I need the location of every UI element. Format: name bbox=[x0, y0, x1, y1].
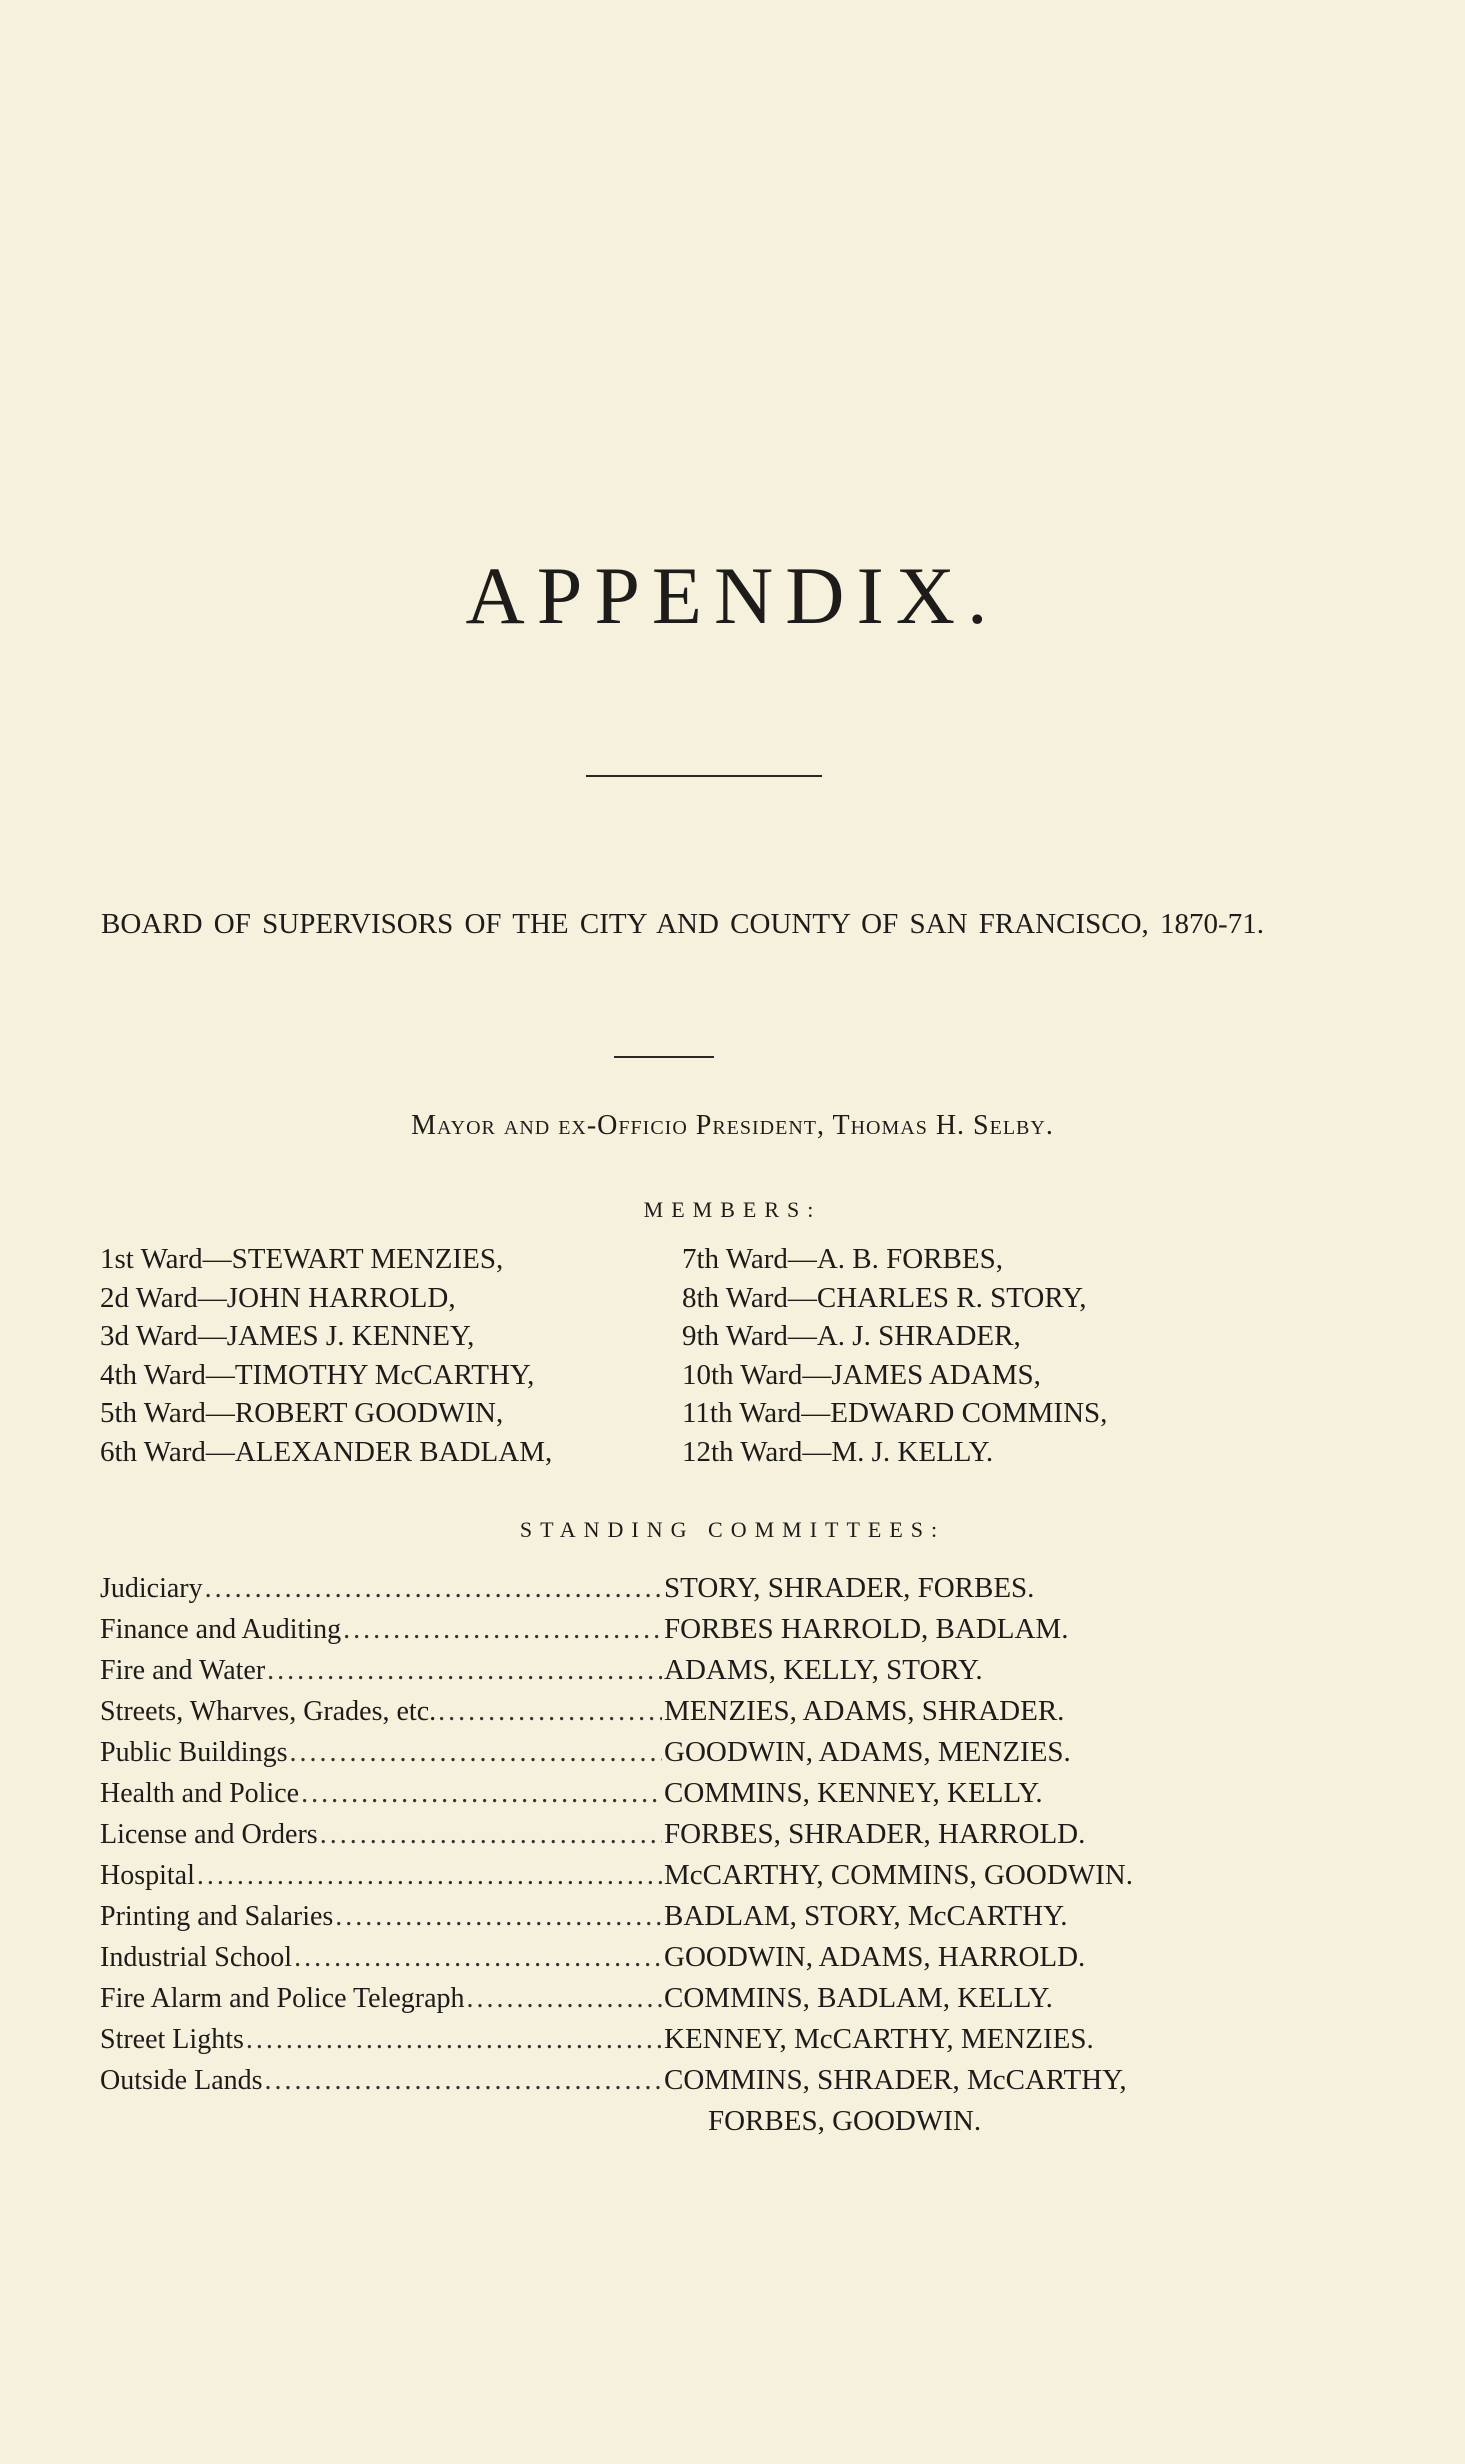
leader-dots bbox=[289, 1733, 662, 1773]
heading-rule bbox=[614, 1056, 714, 1058]
member-row bbox=[100, 1433, 1240, 1472]
committee-members: FORBES, SHRADER, HARROLD. bbox=[664, 1818, 1086, 1850]
leader-dots bbox=[197, 1856, 662, 1896]
leader-dots bbox=[320, 1815, 662, 1855]
committee-name: Health and Police bbox=[100, 1778, 300, 1809]
committee-name: Finance and Auditing bbox=[100, 1614, 342, 1645]
board-heading: BOARD OF SUPERVISORS OF THE CITY AND COUNTY OF SAN FRANCISCO, 1870-71. bbox=[101, 908, 1264, 940]
leader-dots bbox=[301, 1774, 662, 1814]
leader-dots bbox=[267, 1651, 662, 1691]
leader-dots bbox=[246, 2020, 662, 2060]
committee-members: BADLAM, STORY, McCARTHY. bbox=[664, 1900, 1068, 1932]
committee-members: COMMINS, KENNEY, KELLY. bbox=[664, 1777, 1043, 1809]
committee-list bbox=[100, 1568, 1260, 2141]
leader-dots bbox=[343, 1610, 662, 1650]
leader-dots bbox=[265, 2061, 662, 2101]
leader-dots bbox=[335, 1897, 662, 1937]
member-right: 8th Ward—CHARLES R. STORY, bbox=[682, 1281, 1087, 1314]
committee-name: Fire Alarm and Police Telegraph bbox=[100, 1983, 465, 2014]
member-left: 5th Ward—ROBERT GOODWIN, bbox=[100, 1397, 504, 1429]
member-right: 7th Ward—A. B. FORBES, bbox=[682, 1243, 1003, 1275]
committee-members: GOODWIN, ADAMS, HARROLD. bbox=[664, 1941, 1086, 1973]
leader-dots bbox=[205, 1569, 662, 1609]
member-right: 12th Ward—M. J. KELLY. bbox=[682, 1435, 994, 1468]
committee-name: Streets, Wharves, Grades, etc. bbox=[100, 1696, 437, 1727]
member-left: 2d Ward—JOHN HARROLD, bbox=[100, 1281, 456, 1314]
members-list bbox=[100, 1240, 1240, 1471]
committee-name: Industrial School bbox=[100, 1942, 293, 1973]
member-left: 6th Ward—ALEXANDER BADLAM, bbox=[100, 1435, 553, 1468]
committee-row bbox=[100, 2019, 1260, 2060]
committee-members: ADAMS, KELLY, STORY. bbox=[664, 1654, 983, 1686]
member-row bbox=[100, 1279, 1240, 1318]
committee-row bbox=[100, 1732, 1260, 1773]
committee-row bbox=[100, 1773, 1260, 1814]
committee-members: GOODWIN, ADAMS, MENZIES. bbox=[664, 1736, 1071, 1768]
committee-row bbox=[100, 1650, 1260, 1691]
member-right: 11th Ward—EDWARD COMMINS, bbox=[682, 1397, 1108, 1429]
member-row bbox=[100, 1394, 1240, 1433]
member-left: 1st Ward—STEWART MENZIES, bbox=[100, 1243, 504, 1275]
leader-dots bbox=[294, 1938, 662, 1978]
committee-row bbox=[100, 1691, 1260, 1732]
committee-row bbox=[100, 1855, 1260, 1896]
committee-row bbox=[100, 1896, 1260, 1937]
committee-row bbox=[100, 1978, 1260, 2019]
member-right: 9th Ward—A. J. SHRADER, bbox=[682, 1320, 1021, 1352]
committee-name: Fire and Water bbox=[100, 1655, 266, 1686]
committee-name: License and Orders bbox=[100, 1819, 318, 1850]
title-rule bbox=[586, 775, 822, 777]
committee-name: Street Lights bbox=[100, 2024, 244, 2055]
committee-members: McCARTHY, COMMINS, GOODWIN. bbox=[664, 1859, 1133, 1891]
member-row bbox=[100, 1240, 1240, 1279]
member-left: 3d Ward—JAMES J. KENNEY, bbox=[100, 1320, 475, 1352]
committee-members: COMMINS, SHRADER, McCARTHY, bbox=[664, 2064, 1127, 2096]
committee-name: Judiciary bbox=[100, 1573, 203, 1604]
page-title: APPENDIX. bbox=[465, 550, 1000, 641]
committees-label: STANDING COMMITTEES: bbox=[519, 1517, 946, 1542]
member-left: 4th Ward—TIMOTHY McCARTHY, bbox=[100, 1358, 535, 1391]
leader-dots bbox=[438, 1692, 662, 1732]
committee-row bbox=[100, 1609, 1260, 1650]
committee-members: STORY, SHRADER, FORBES. bbox=[664, 1572, 1035, 1604]
member-row bbox=[100, 1356, 1240, 1395]
member-row bbox=[100, 1317, 1240, 1356]
member-right: 10th Ward—JAMES ADAMS, bbox=[682, 1358, 1041, 1391]
committee-name: Hospital bbox=[100, 1860, 195, 1891]
committee-row bbox=[100, 1568, 1260, 1609]
committee-members: COMMINS, BADLAM, KELLY. bbox=[664, 1982, 1053, 2014]
committee-row bbox=[100, 1814, 1260, 1855]
committee-name: Outside Lands bbox=[100, 2065, 263, 2096]
members-label: MEMBERS: bbox=[643, 1197, 822, 1222]
committee-row bbox=[100, 2060, 1260, 2101]
committee-members: KENNEY, McCARTHY, MENZIES. bbox=[664, 2023, 1094, 2055]
committee-members: MENZIES, ADAMS, SHRADER. bbox=[664, 1695, 1065, 1727]
committee-row bbox=[100, 1937, 1260, 1978]
mayor-line: Mayor and ex-Officio President, Thomas H. Selby. bbox=[411, 1110, 1054, 1141]
committee-name: Public Buildings bbox=[100, 1737, 288, 1768]
leader-dots bbox=[467, 1979, 662, 2019]
committee-members-continuation: FORBES, GOODWIN. bbox=[708, 2105, 982, 2137]
committee-members: FORBES HARROLD, BADLAM. bbox=[664, 1613, 1069, 1645]
committee-name: Printing and Salaries bbox=[100, 1901, 334, 1932]
